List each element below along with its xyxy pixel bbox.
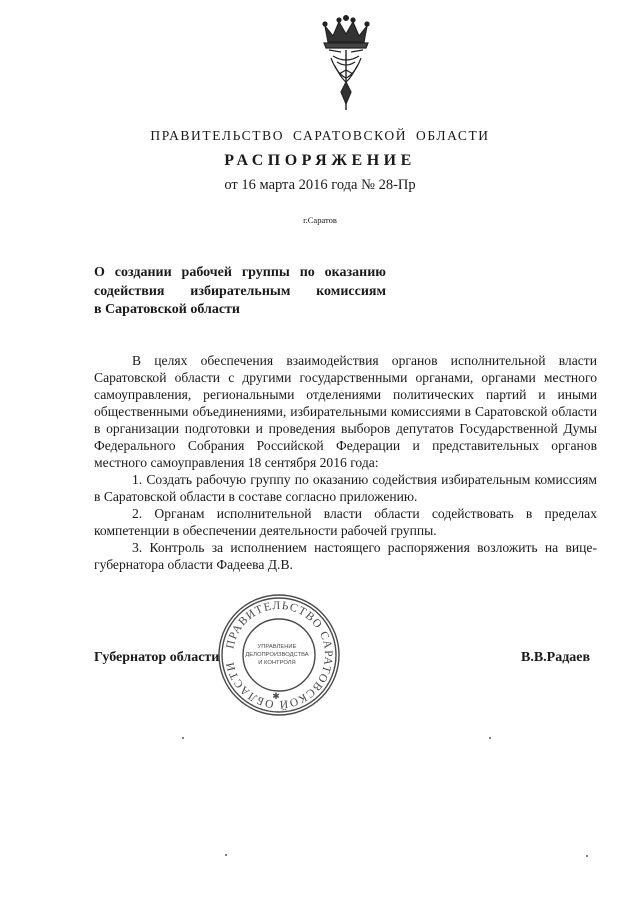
scan-speck (489, 737, 491, 739)
heading-line: в Саратовской области (94, 302, 240, 317)
scan-speck (182, 737, 184, 739)
body-item-2: 2. Органам исполнительной власти области содействовать в пределах компетенции в обеспечении деятельности рабочей группы. (94, 506, 597, 538)
official-stamp (214, 590, 344, 720)
document-heading (94, 264, 386, 320)
scan-speck (586, 855, 588, 857)
issuing-authority: ПРАВИТЕЛЬСТВО САРАТОВСКОЙ ОБЛАСТИ (150, 128, 490, 143)
heading-line: О создании рабочей группы по оказанию (94, 265, 386, 280)
document-body (94, 352, 597, 573)
body-item-3: 3. Контроль за исполнением настоящего распоряжения возложить на вице-губернатора области Фадеева Д.В. (94, 540, 597, 572)
stamp-inner-line-1: УПРАВЛЕНИЕ (257, 644, 297, 650)
body-paragraph: В целях обеспечения взаимодействия органов исполнительной власти Саратовской области с другими государственными органами, органами местного самоуправления, региональными отделениями политических партий и иными общественными объединениями, избирательными комиссиями в Саратовской области в организации подготовки и проведения выборов депутатов Государственной Думы Федерального Собрания Российской Федерации и представительных органов местного самоуправления 18 сентября 2016 года: (94, 353, 597, 470)
stamp-outer-text: ПРАВИТЕЛЬСТВО САРАТОВСКОЙ ОБЛАСТИ (224, 599, 335, 711)
document-date-number: от 16 марта 2016 года № 28-Пр (224, 177, 416, 193)
stamp-star-icon: ✱ (272, 691, 280, 701)
stamp-inner-line-3: И КОНТРОЛЯ (258, 660, 296, 666)
scan-speck (225, 854, 227, 856)
stamp-inner-line-2: ДЕЛОПРОИЗВОДСТВА (245, 652, 309, 658)
document-type: РАСПОРЯЖЕНИЕ (224, 152, 416, 169)
heading-line: содействия избирательным комиссиям (94, 283, 386, 299)
crown-emblem-icon (311, 12, 381, 112)
document-city: г.Саратов (303, 215, 337, 225)
signatory-name: В.В.Радаев (521, 650, 591, 665)
signatory-position: Губернатор области (94, 650, 220, 665)
body-item-1: 1. Создать рабочую группу по оказанию содействия избирательным комиссиям в Саратовской области в составе согласно приложению. (94, 472, 597, 504)
